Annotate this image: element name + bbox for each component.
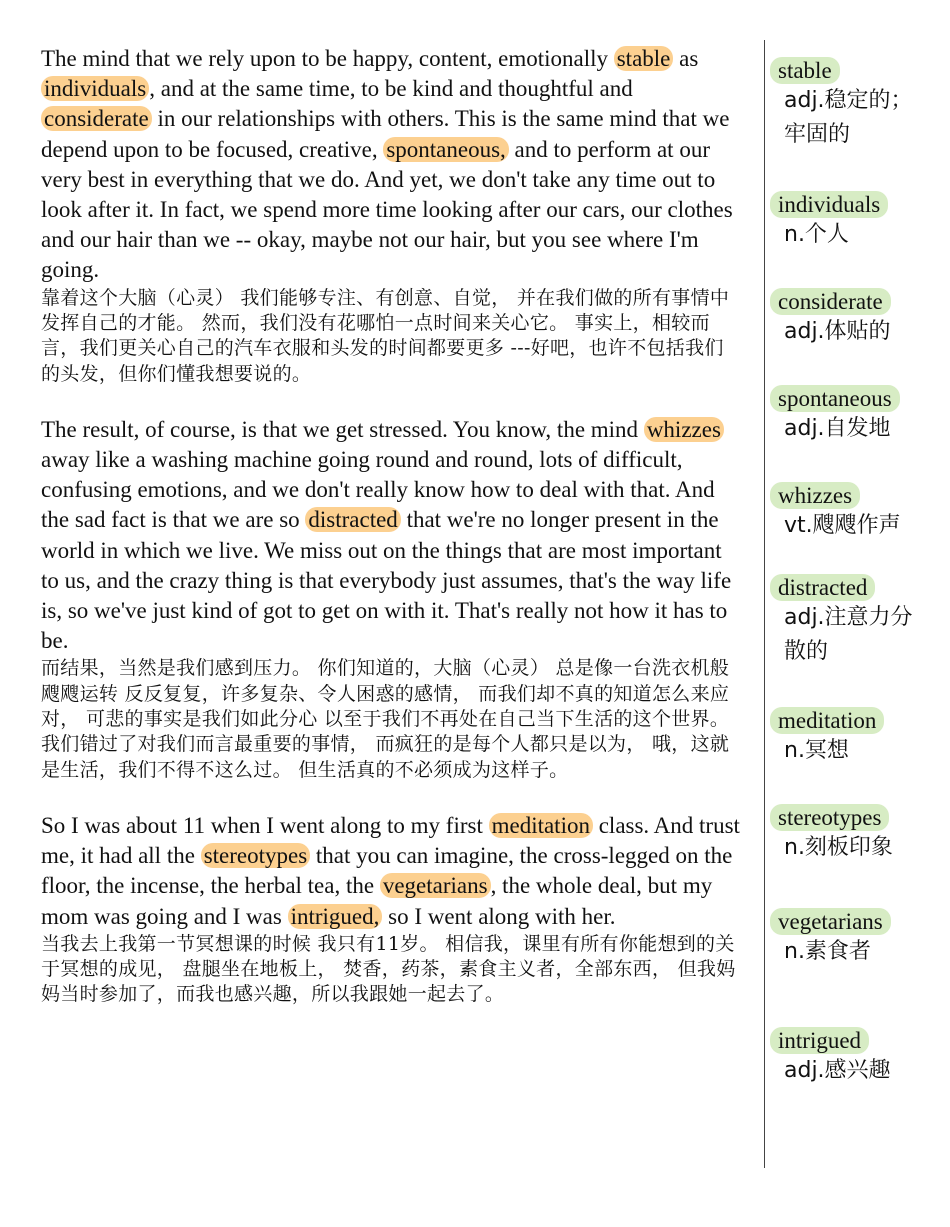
chinese-translation: 靠着这个大脑（心灵） 我们能够专注、有创意、自觉， 并在我们做的所有事情中发挥自己的才能。 然而，我们没有花哪怕一点时间来关心它。 事实上，相较而言，我们更关心自己的汽车衣服和头发的时间都要更多 ---好吧，也许不包括我们的头发，但你们懂我想要说的。 bbox=[41, 286, 730, 385]
glossary-term: stable bbox=[770, 57, 840, 84]
text-segment: The result, of course, is that we get stressed. You know, the mind bbox=[41, 416, 644, 442]
text-segment: as bbox=[673, 46, 699, 71]
highlighted-word: whizzes bbox=[644, 417, 724, 442]
glossary-definition: vt.飕飕作声 bbox=[784, 513, 901, 538]
transcript-column bbox=[41, 44, 741, 1008]
highlighted-word: intrigued, bbox=[288, 904, 383, 929]
highlighted-word: considerate bbox=[41, 106, 152, 131]
glossary-entry bbox=[770, 57, 945, 152]
text-segment: So I was about 11 when I went along to my first bbox=[41, 812, 489, 838]
glossary-definition: adj.体贴的 bbox=[784, 319, 891, 344]
paragraph-2 bbox=[41, 415, 741, 783]
highlighted-word: meditation bbox=[489, 813, 593, 838]
chinese-translation: 而结果，当然是我们感到压力。 你们知道的，大脑（心灵） 总是像一台洗衣机般飕飕运转 反反复复，许多复杂、令人困惑的感情， 而我们却不真的知道怎么来应对， 可悲的事实是我们如此分心 以至于我们不再处在自己当下生活的这个世界。 我们错过了对我们而言最重要的事情， 而疯狂的是每个人都只是以为， 哦，这就是生活，我们不得不这么过。 但生活真的不必须成为这样子。 bbox=[41, 657, 730, 781]
highlighted-word: spontaneous, bbox=[383, 137, 508, 162]
text-segment: so I went along with her. bbox=[382, 903, 616, 929]
highlighted-word: stable bbox=[614, 46, 674, 71]
text-segment: that we're no longer present in the world in which we live. We miss out on the things that are most important to us, and the crazy thing is that everybody just assumes, that's the way life is, so we've just kind of got to get on with it. That's really not how it has to be. bbox=[41, 507, 732, 654]
column-divider bbox=[764, 40, 765, 1168]
glossary-entry bbox=[770, 707, 945, 768]
glossary-term: intrigued bbox=[770, 1027, 869, 1054]
glossary-definition: adj.稳定的；牢固的 bbox=[784, 88, 913, 147]
glossary-definition: adj.感兴趣 bbox=[784, 1058, 891, 1083]
glossary-entry bbox=[770, 288, 945, 349]
english-text bbox=[41, 415, 741, 657]
text-segment: away like a washing machine going round and round, lots of difficult, confusing emotions, and we don't really know how to deal with that. And the sad fact is that we are so bbox=[41, 447, 715, 533]
paragraph-3 bbox=[41, 811, 741, 1008]
glossary-definition: adj.注意力分散的 bbox=[784, 605, 913, 664]
glossary-definition: n.素食者 bbox=[784, 939, 871, 964]
glossary-term: vegetarians bbox=[770, 908, 891, 935]
glossary-entry bbox=[770, 908, 945, 969]
highlighted-word: distracted bbox=[305, 507, 400, 532]
glossary-term: whizzes bbox=[770, 482, 860, 509]
glossary-term: considerate bbox=[770, 288, 891, 315]
text-segment: and to perform at our very best in everything that we do. And yet, we don't take any time out to look after it. In fact, we spend more time looking after our cars, our clothes and our hair than we -- okay, maybe not our hair, but you see where I'm going. bbox=[41, 136, 733, 283]
text-segment: The mind that we rely upon to be happy, content, emotionally bbox=[41, 46, 614, 71]
glossary-entry bbox=[770, 804, 945, 865]
text-segment: class. And trust me, it had all the bbox=[41, 812, 740, 869]
highlighted-word: vegetarians bbox=[380, 873, 491, 898]
text-segment: in our relationships with others. This is the same mind that we depend upon to be focused, creative, bbox=[41, 106, 730, 162]
glossary-entry bbox=[770, 1027, 945, 1088]
glossary-definition: n.冥想 bbox=[784, 738, 849, 763]
text-segment: that you can imagine, the cross-legged on the floor, the incense, the herbal tea, the bbox=[41, 843, 733, 899]
text-segment: , and at the same time, to be kind and thoughtful and bbox=[149, 76, 633, 102]
glossary-term: distracted bbox=[770, 574, 875, 601]
glossary-definition: n.刻板印象 bbox=[784, 835, 893, 860]
glossary-definition: adj.自发地 bbox=[784, 416, 891, 441]
paragraph-1 bbox=[41, 44, 741, 387]
glossary-term: meditation bbox=[770, 707, 884, 734]
glossary-definition: n.个人 bbox=[784, 222, 849, 247]
glossary-term: spontaneous bbox=[770, 385, 900, 412]
glossary-term: individuals bbox=[770, 191, 888, 218]
text-segment: , the whole deal, but my mom was going and I was bbox=[41, 873, 713, 929]
chinese-translation: 当我去上我第一节冥想课的时候 我只有11岁。 相信我，课里有所有你能想到的关于冥想的成见， 盘腿坐在地板上， 焚香，药茶，素食主义者，全部东西， 但我妈妈当时参加了，而我也感兴趣，所以我跟她一起去了。 bbox=[41, 932, 736, 1006]
english-text bbox=[41, 44, 741, 286]
glossary-term: stereotypes bbox=[770, 804, 889, 831]
english-text bbox=[41, 811, 741, 932]
glossary-entry bbox=[770, 574, 945, 669]
glossary-entry bbox=[770, 385, 945, 446]
highlighted-word: stereotypes bbox=[201, 843, 310, 868]
highlighted-word: individuals bbox=[41, 76, 149, 101]
glossary-entry bbox=[770, 482, 945, 543]
glossary-entry bbox=[770, 191, 945, 252]
